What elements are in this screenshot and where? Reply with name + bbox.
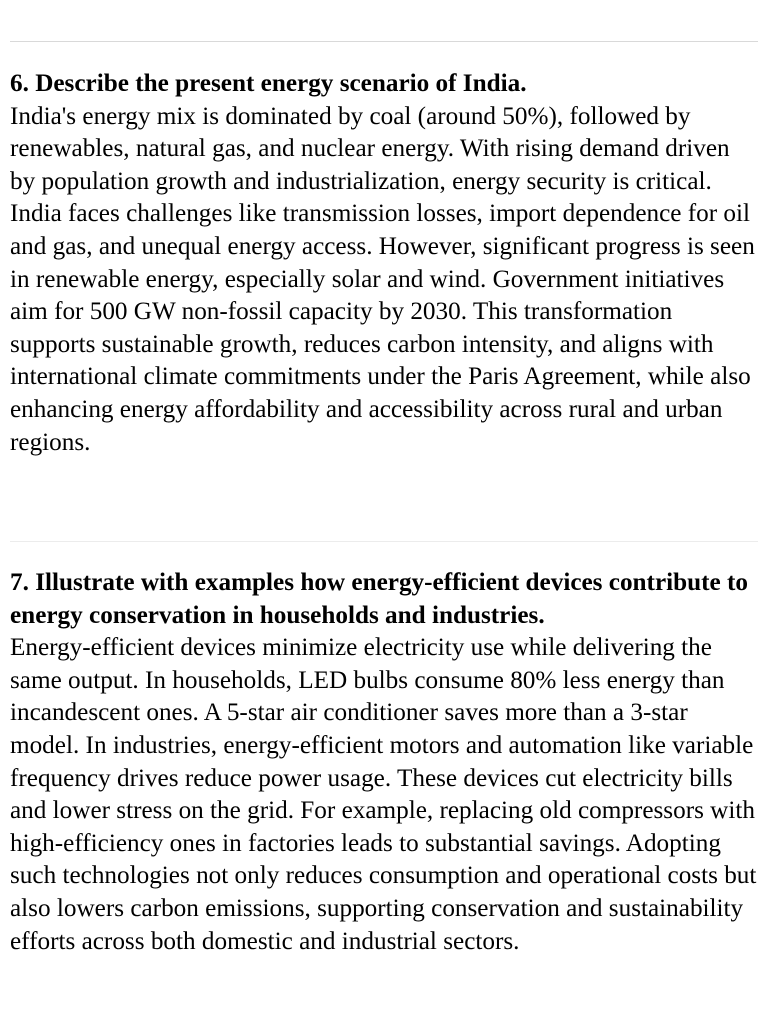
answer-paragraph: Energy-efficient devices minimize electricity use while delivering the same output. In households, LED bulbs consume 80% less energy than incandescent ones. A 5-star air conditioner saves more than a 3-star model. In industries, energy-efficient motors and automation like variable frequency drives reduce power usage. These devices cut electricity bills and lower stress on the grid. For example, replacing old compressors with high-efficiency ones in factories leads to substantial savings. Adopting such technologies not only reduces consumption and operational costs but also lowers carbon emissions, supporting conservation and sustainability efforts across both domestic and industrial sectors. xyxy=(10,634,757,955)
question-heading: 7. Illustrate with examples how energy-efficient devices contribute to energy conservation in households and industries. xyxy=(10,569,748,629)
qa-section-7 xyxy=(10,567,758,958)
question-heading: 6. Describe the present energy scenario of India. xyxy=(10,70,527,97)
section-divider xyxy=(10,541,758,542)
qa-section-6 xyxy=(10,68,758,459)
top-divider xyxy=(10,41,758,42)
answer-paragraph: India's energy mix is dominated by coal (around 50%), followed by renewables, natural gas, and nuclear energy. With rising demand driven by population growth and industrialization, energy security is critical. India faces challenges like transmission losses, import dependence for oil and gas, and unequal energy access. However, significant progress is seen in renewable energy, especially solar and wind. Government initiatives aim for 500 GW non-fossil capacity by 2030. This transformation supports sustainable growth, reduces carbon intensity, and aligns with international climate commitments under the Paris Agreement, while also enhancing energy affordability and accessibility across rural and urban regions. xyxy=(10,102,755,456)
